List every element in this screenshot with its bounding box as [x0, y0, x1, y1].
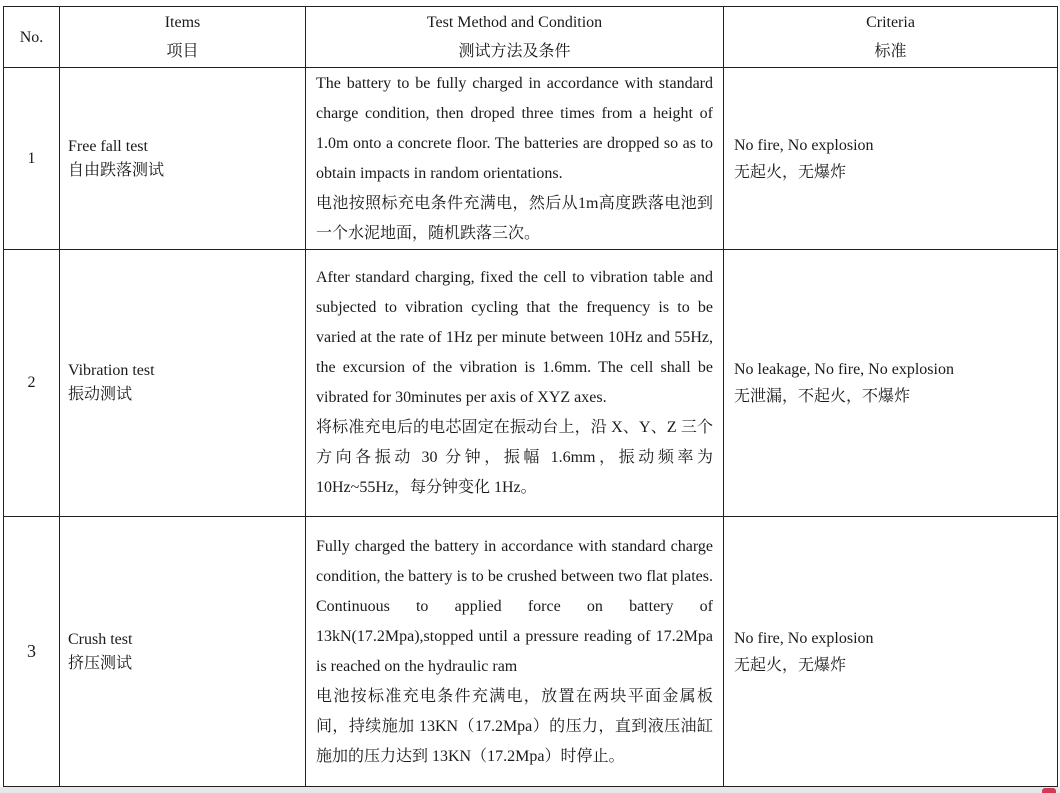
item-name-zh: 自由跌落测试: [68, 161, 165, 179]
corner-badge-icon: [1042, 788, 1056, 793]
method-text-en: After standard charging, fixed the cell to vibration table and subjected to vibration cycling that the frequency is to be varied at the rate of 1Hz per minute between 10Hz and 55Hz, the excursion of the vibration is 1.6mm. The cell shall be vibrated for 30minutes per axis of XYZ axes.: [316, 269, 713, 406]
method-text-zh: 电池按照标充电条件充满电，然后从1m高度跌落电池到一个水泥地面，随机跌落三次。: [316, 194, 713, 242]
item-name-en: Crush test: [68, 630, 133, 648]
item-name-en: Free fall test: [68, 137, 148, 155]
criteria-text-en: No fire, No explosion: [734, 629, 874, 647]
header-criteria-en: Criteria: [866, 14, 915, 31]
criteria-text-zh: 无起火，无爆炸: [734, 656, 847, 674]
table-row: [4, 68, 1058, 250]
table-row: [4, 250, 1058, 517]
criteria-cell: [724, 250, 1058, 517]
table-header-row: [4, 7, 1058, 68]
method-text-zh: 将标准充电后的电芯固定在振动台上，沿 X、Y、Z 三个方向各振动 30 分钟，振幅 1.6mm，振动频率为 10Hz~55Hz，每分钟变化 1Hz。: [316, 419, 713, 496]
item-name-en: Vibration test: [68, 362, 155, 379]
item-cell: [60, 517, 306, 787]
test-spec-table: [3, 6, 1058, 787]
method-cell: [306, 68, 724, 250]
item-cell: [60, 68, 306, 250]
criteria-text-zh: 无泄漏，不起火，不爆炸: [734, 388, 911, 405]
header-items-zh: 项目: [166, 43, 199, 60]
row-number: 3: [4, 517, 60, 787]
table-row: [4, 517, 1058, 787]
header-items: [60, 7, 306, 68]
header-no: [4, 7, 60, 68]
criteria-cell: [724, 517, 1058, 787]
criteria-text-zh: 无起火，无爆炸: [734, 163, 847, 181]
row-number: 1: [4, 68, 60, 250]
criteria-text-en: No fire, No explosion: [734, 136, 874, 154]
method-cell: [306, 250, 724, 517]
item-name-zh: 振动测试: [68, 386, 133, 403]
row-number: 2: [4, 250, 60, 517]
method-text-zh: 电池按标准充电条件充满电，放置在两块平面金属板间，持续施加 13KN（17.2Mpa）的压力，直到液压油缸施加的压力达到 13KN（17.2Mpa）时停止。: [316, 687, 713, 765]
method-cell: [306, 517, 724, 787]
header-method-en: Test Method and Condition: [426, 14, 603, 31]
header-method: [306, 7, 724, 68]
method-text-en: Fully charged the battery in accordance with standard charge condition, the battery is to be crushed between two flat plates. Continuous to applied force on battery of 13kN(17.2Mpa),stopped until a pressure reading of 17.2Mpa is reached on the hydraulic ram: [316, 537, 713, 675]
header-items-en: Items: [164, 14, 201, 31]
item-cell: [60, 250, 306, 517]
header-criteria-zh: 标准: [874, 43, 907, 60]
method-text-en: The battery to be fully charged in accordance with standard charge condition, then droped three times from a height of 1.0m onto a concrete floor. The batteries are dropped so as to obtain impacts in random orientations.: [316, 74, 713, 182]
header-no-label: No.: [19, 28, 44, 46]
item-name-zh: 挤压测试: [68, 654, 133, 672]
header-method-zh: 测试方法及条件: [458, 43, 571, 60]
viewer-bottom-strip: [0, 787, 1060, 793]
header-criteria: [724, 7, 1058, 68]
criteria-text-en: No leakage, No fire, No explosion: [734, 361, 954, 378]
criteria-cell: [724, 68, 1058, 250]
